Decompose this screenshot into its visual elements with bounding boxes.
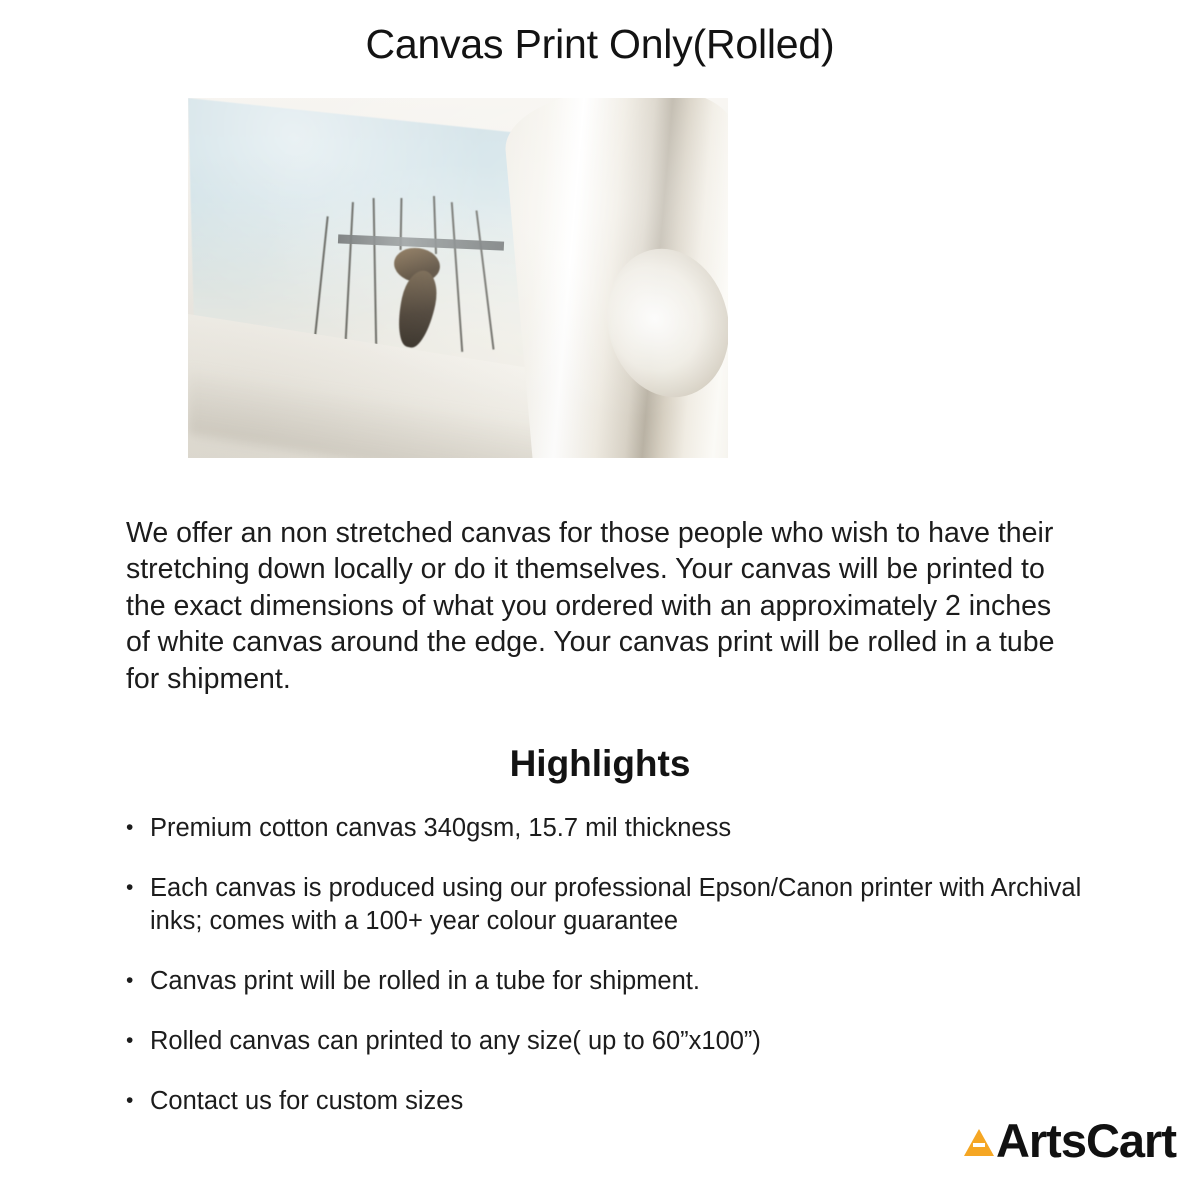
brand-name: ArtsCart [995, 1114, 1176, 1167]
list-item: • Canvas print will be rolled in a tube for shipment. [122, 965, 1112, 998]
product-description: We offer an non stretched canvas for those people who wish to have their stretching down locally or do it themselves. Your canvas will be printed to the exact dimensions of what you ordered with an approximately 2 inches of white canvas around the edge. Your canvas print will be rolled in a tube for shipment. [126, 516, 1055, 695]
triangle-a-icon [964, 1129, 994, 1156]
highlights-list [122, 812, 1112, 1145]
image-highlight-overlay [188, 98, 728, 458]
list-item: • Rolled canvas can printed to any size( up to 60”x100”) [122, 1025, 1112, 1058]
brand-logo [964, 1113, 1176, 1168]
highlights-heading: Highlights [509, 742, 691, 784]
list-item: • Premium cotton canvas 340gsm, 15.7 mil thickness [122, 812, 1112, 845]
hero-product-image [188, 98, 728, 458]
page-title: Canvas Print Only(Rolled) [365, 21, 835, 67]
list-item: • Each canvas is produced using our professional Epson/Canon printer with Archival inks; comes with a 100+ year colour guarantee [122, 872, 1112, 938]
list-item: • Contact us for custom sizes [122, 1085, 1112, 1118]
